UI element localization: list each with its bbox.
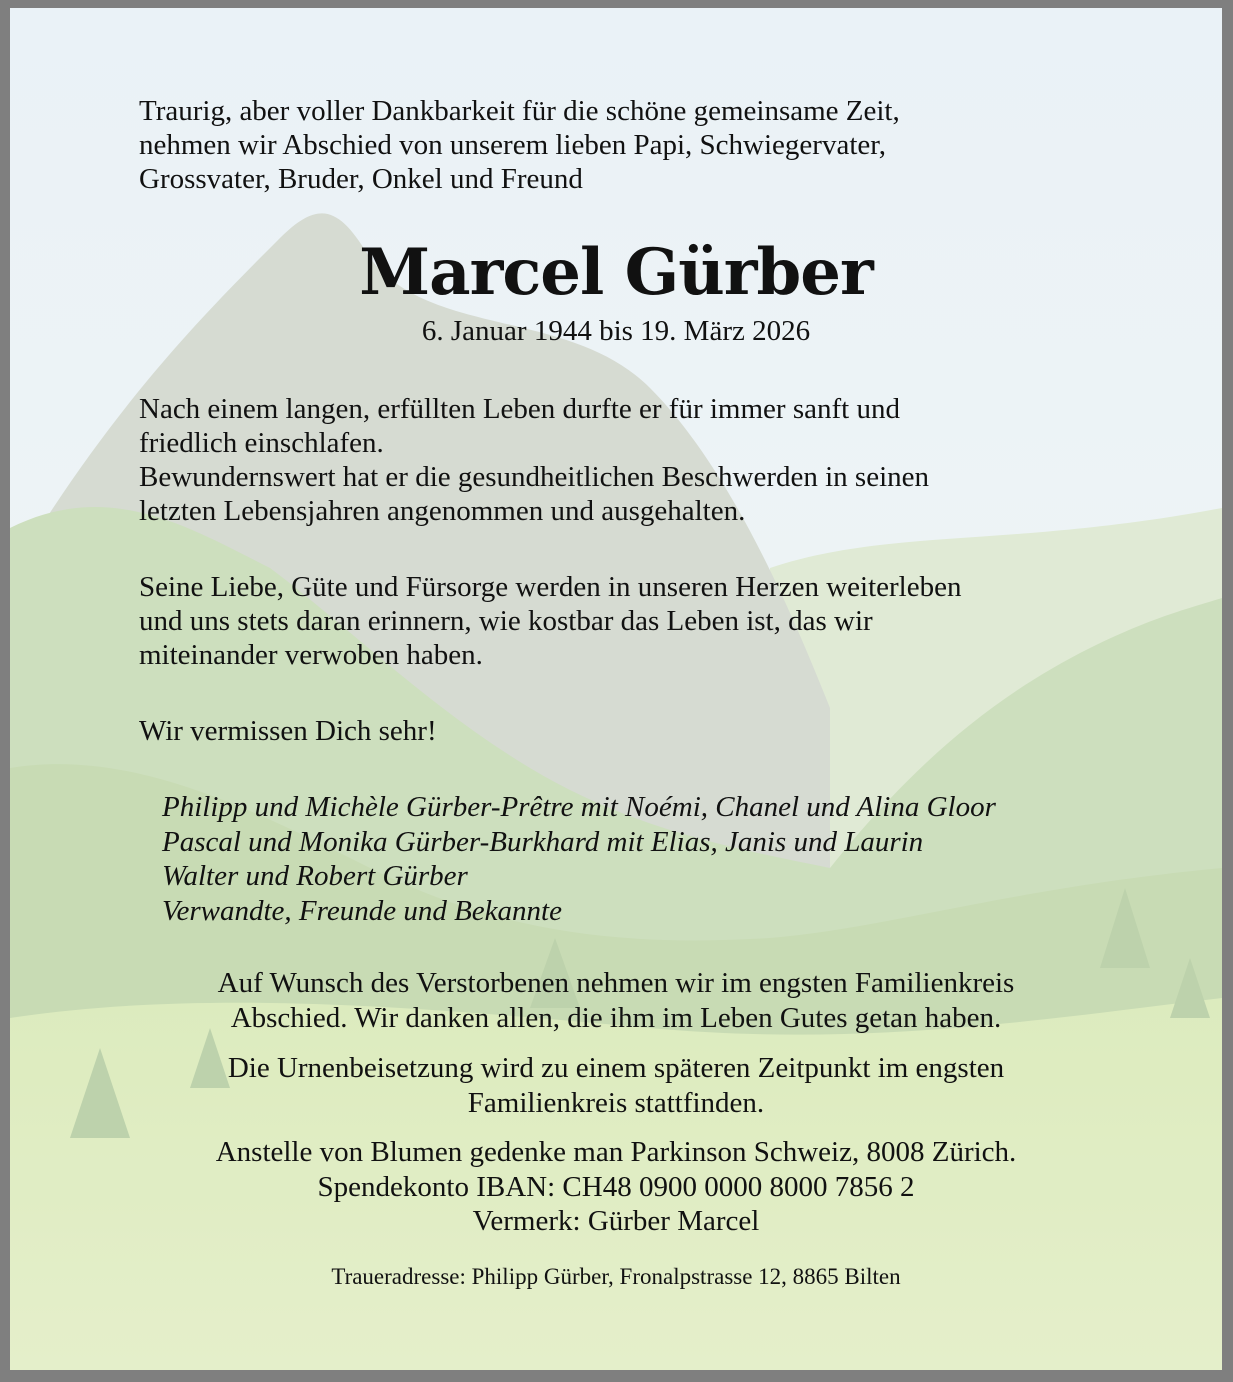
notice-line: Abschied. Wir danken allen, die ihm im Leben Gutes getan haben. bbox=[230, 1001, 1002, 1034]
signer-line: Verwandte, Freunde und Bekannte bbox=[162, 894, 562, 927]
body-paragraph-3 bbox=[139, 714, 1094, 748]
urn-notice bbox=[10, 1051, 1222, 1120]
donation-notice bbox=[10, 1135, 1222, 1239]
body-paragraph-2 bbox=[139, 570, 1094, 672]
signer-line: Philipp und Michèle Gürber-Prêtre mit Noémi, Chanel und Alina Gloor bbox=[162, 791, 996, 823]
obituary-card bbox=[10, 8, 1222, 1370]
body-line: miteinander verwoben haben. bbox=[139, 639, 483, 671]
body-line: Seine Liebe, Güte und Fürsorge werden in unseren Herzen weiterleben bbox=[139, 571, 962, 603]
notice-line: Familienkreis stattfinden. bbox=[467, 1086, 765, 1119]
notice-line: Auf Wunsch des Verstorbenen nehmen wir im engsten Familienkreis bbox=[217, 967, 1015, 999]
life-dates: 6. Januar 1944 bis 19. März 2026 bbox=[421, 315, 811, 347]
signer-line: Walter und Robert Gürber bbox=[162, 860, 468, 892]
signer-line: Pascal und Monika Gürber-Burkhard mit Elias, Janis und Laurin bbox=[162, 825, 924, 858]
notice-line: Die Urnenbeisetzung wird zu einem späteren Zeitpunkt im engsten bbox=[227, 1052, 1005, 1084]
mourning-address: Traueradresse: Philipp Gürber, Fronalpstrasse 12, 8865 Bilten bbox=[331, 1264, 901, 1289]
obituary-content bbox=[10, 8, 1222, 1370]
deceased-name: Marcel Gürber bbox=[359, 235, 873, 310]
body-line: Bewundernswert hat er die gesundheitlichen Beschwerden in seinen bbox=[139, 461, 929, 493]
notice-line: Vermerk: Gürber Marcel bbox=[472, 1205, 760, 1237]
iban-line: Spendekonto IBAN: CH48 0900 0000 8000 7856 2 bbox=[317, 1170, 915, 1203]
signers-list bbox=[162, 790, 996, 928]
body-paragraph-1 bbox=[139, 392, 1094, 528]
body-line: letzten Lebensjahren angenommen und ausgehalten. bbox=[139, 495, 746, 527]
body-line: und uns stets daran erinnern, wie kostbar das Leben ist, das wir bbox=[139, 605, 873, 637]
notice-line: Anstelle von Blumen gedenke man Parkinson Schweiz, 8008 Zürich. bbox=[215, 1136, 1017, 1168]
intro-paragraph bbox=[139, 94, 1094, 196]
body-line: friedlich einschlafen. bbox=[139, 427, 384, 459]
farewell-notice bbox=[10, 966, 1222, 1035]
body-line: Nach einem langen, erfüllten Leben durfte er für immer sanft und bbox=[139, 393, 900, 425]
intro-line: Traurig, aber voller Dankbarkeit für die schöne gemeinsame Zeit, bbox=[139, 95, 900, 127]
body-line: Wir vermissen Dich sehr! bbox=[139, 715, 437, 747]
intro-line: nehmen wir Abschied von unserem lieben Papi, Schwiegervater, bbox=[139, 129, 886, 161]
intro-line: Grossvater, Bruder, Onkel und Freund bbox=[139, 163, 583, 195]
